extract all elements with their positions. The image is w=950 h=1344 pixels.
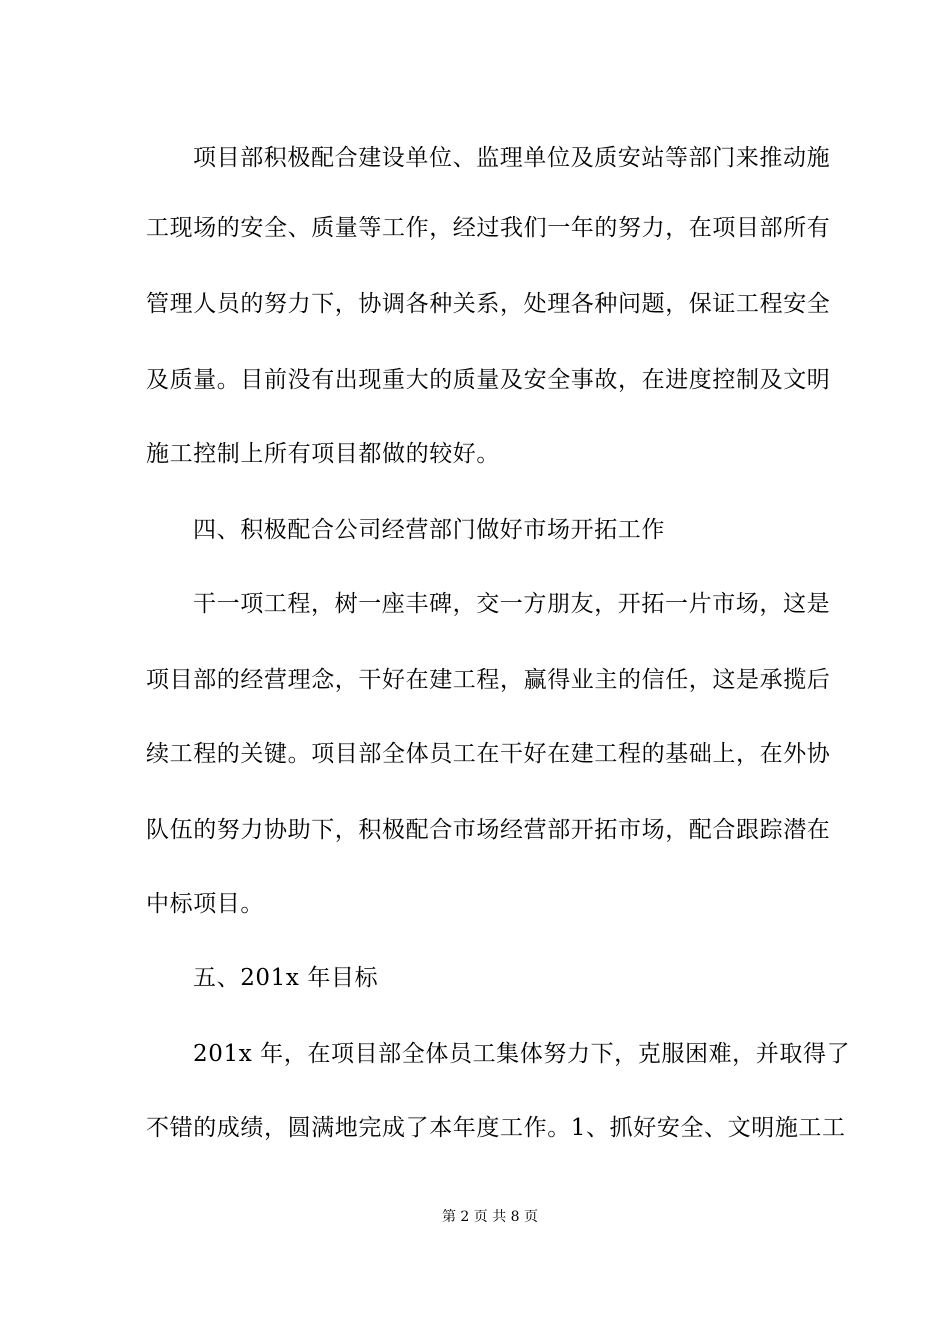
paragraph-line: 管理人员的努力下，协调各种关系，处理各种问题，保证工程安全 <box>146 291 831 317</box>
paragraph-line: 项目部的经营理念，干好在建工程，赢得业主的信任，这是承揽后 <box>146 667 831 693</box>
paragraph-line: 施工控制上所有项目都做的较好。 <box>146 441 500 467</box>
paragraph-line: 干一项工程，树一座丰碑，交一方朋友，开拓一片市场，这是 <box>193 591 831 617</box>
paragraph-line: 不错的成绩，圆满地完成了本年度工作。1、抓好安全、文明施工工 <box>146 1115 846 1141</box>
paragraph-line: 续工程的关键。项目部全体员工在干好在建工程的基础上，在外协 <box>146 741 831 767</box>
paragraph-line: 队伍的努力协助下，积极配合市场经营部开拓市场，配合跟踪潜在 <box>146 817 831 843</box>
paragraph-line: 及质量。目前没有出现重大的质量及安全事故，在进度控制及文明 <box>146 367 831 393</box>
paragraph-line: 工现场的安全、质量等工作，经过我们一年的努力，在项目部所有 <box>146 215 831 241</box>
page-footer: 第 2 页 共 8 页 <box>441 1209 539 1225</box>
section-heading: 四、积极配合公司经营部门做好市场开拓工作 <box>193 517 665 543</box>
paragraph-line: 中标项目。 <box>146 891 264 917</box>
paragraph-line: 项目部积极配合建设单位、监理单位及质安站等部门来推动施 <box>193 145 831 171</box>
paragraph-line: 201x 年，在项目部全体员工集体努力下，克服困难，并取得了 <box>193 1041 851 1067</box>
section-heading: 五、201x 年目标 <box>193 965 379 991</box>
